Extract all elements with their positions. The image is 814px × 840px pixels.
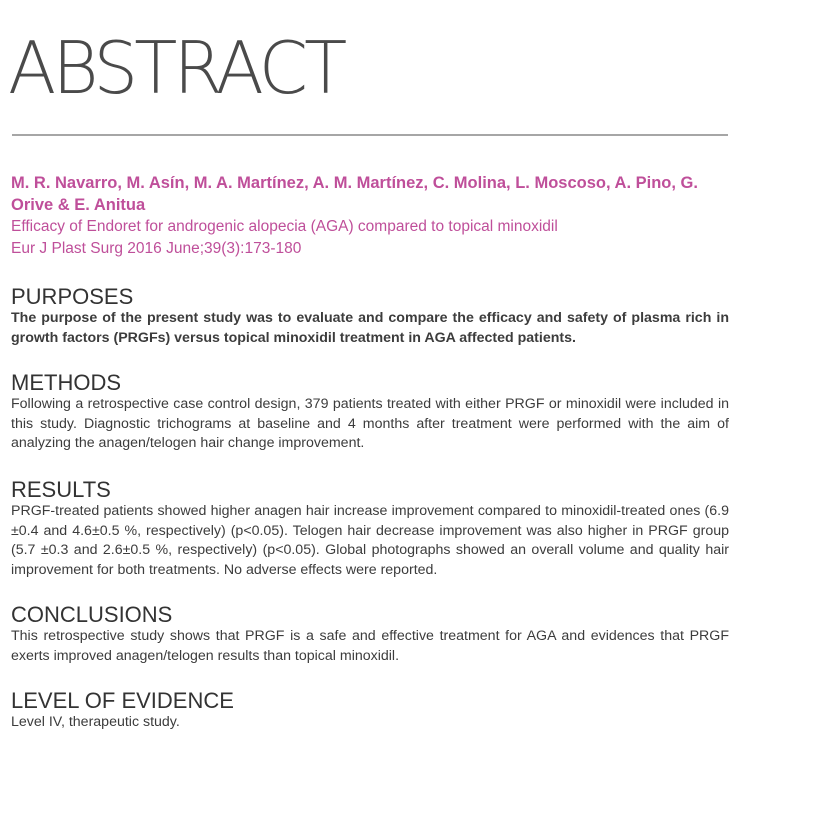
section-conclusions xyxy=(11,603,729,666)
section-level-of-evidence xyxy=(11,689,729,733)
section-body-methods: Following a retrospective case control design, 379 patients treated with either PRGF or minoxidil were included in this study. Diagnostic trichograms at baseline and 4 months after treatment were performed with the aim of analyzing the anagen/telogen hair change improvement. xyxy=(11,396,729,451)
journal-reference: Eur J Plast Surg 2016 June;39(3):173-180 xyxy=(11,240,302,257)
article-title: Efficacy of Endoret for androgenic alopecia (AGA) compared to topical minoxidil xyxy=(11,218,558,235)
section-methods xyxy=(11,371,729,454)
section-heading-methods: METHODS xyxy=(11,370,121,395)
section-heading-purposes: PURPOSES xyxy=(11,284,134,309)
section-heading-conclusions: CONCLUSIONS xyxy=(11,602,173,627)
section-body-conclusions: This retrospective study shows that PRGF is a safe and effective treatment for AGA and evidences that PRGF exerts improved anagen/telogen results than topical minoxidil. xyxy=(11,628,729,664)
citation-block xyxy=(11,172,731,260)
section-heading-level-of-evidence: LEVEL OF EVIDENCE xyxy=(11,688,234,713)
section-results xyxy=(11,478,729,580)
title-divider xyxy=(12,134,728,136)
section-body-level-of-evidence: Level IV, therapeutic study. xyxy=(11,714,180,730)
page-title: ABSTRACT xyxy=(8,26,344,110)
section-body-purposes: The purpose of the present study was to evaluate and compare the efficacy and safety of plasma rich in growth factors (PRGFs) versus topical minoxidil treatment in AGA affected patients. xyxy=(11,310,729,346)
section-body-results: PRGF-treated patients showed higher anagen hair increase improvement compared to minoxidil-treated ones (6.9 ±0.4 and 4.6±0.5 %, respectively) (p<0.05). Telogen hair decrease improvement was also higher in PRGF group (5.7 ±0.3 and 2.6±0.5 %, respectively) (p<0.05). Global photographs showed an overall volume and quality hair improvement for both treatments. No adverse effects were reported. xyxy=(11,503,729,578)
section-purposes xyxy=(11,285,729,348)
authors: M. R. Navarro, M. Asín, M. A. Martínez, A. M. Martínez, C. Molina, L. Moscoso, A. Pino, G. Orive & E. Anitua xyxy=(11,174,698,214)
section-heading-results: RESULTS xyxy=(11,477,111,502)
